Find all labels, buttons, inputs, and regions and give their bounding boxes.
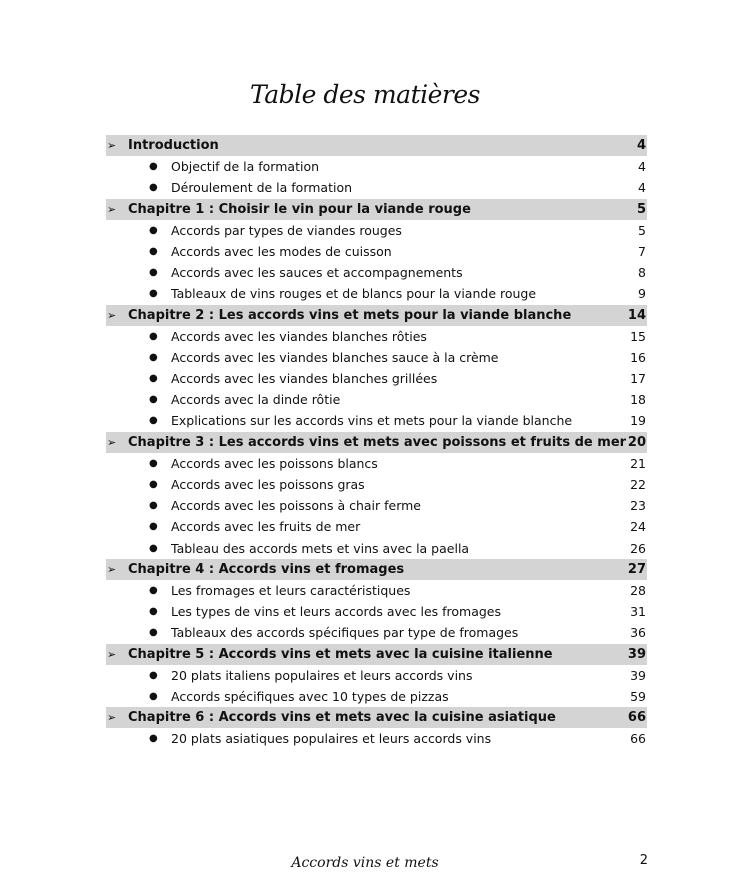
- toc-chapter-row[interactable]: [106, 559, 647, 580]
- toc-entry-text: Accords avec les poissons gras: [171, 477, 365, 492]
- toc-entry-text: Accords avec la dinde rôtie: [171, 392, 341, 408]
- toc-entry-text: Accords avec les viandes blanches grillées: [171, 371, 438, 387]
- bullet-icon: ●: [149, 182, 158, 194]
- toc-section-row[interactable]: [106, 728, 647, 749]
- bullet-icon: ●: [149, 415, 158, 427]
- toc-chapter-row[interactable]: [106, 305, 647, 326]
- bullet-icon: ●: [149, 521, 158, 533]
- toc-page-number: 36: [630, 625, 646, 641]
- toc-entry-text: Accords par types de viandes rouges: [171, 222, 402, 238]
- toc-entry-text: Déroulement de la formation: [171, 180, 353, 196]
- toc-page-number: 18: [630, 392, 646, 408]
- toc-entry-text: Accords avec les viandes blanches rôties: [171, 328, 427, 344]
- bullet-icon: ●: [149, 542, 158, 554]
- toc-section-row[interactable]: [106, 177, 647, 198]
- toc-section-row[interactable]: [106, 580, 647, 601]
- toc-page-number: 17: [630, 371, 646, 387]
- bullet-icon: ●: [149, 584, 158, 596]
- toc-page-number: 24: [630, 519, 646, 535]
- toc-entry-text: Chapitre 4 : Accords vins et fromages: [128, 561, 405, 577]
- toc-chapter-row[interactable]: [106, 135, 647, 156]
- bullet-icon: ●: [149, 394, 158, 406]
- bullet-icon: ●: [149, 245, 158, 257]
- toc-entry-text: Accords avec les viandes blanches sauce à la crème: [171, 349, 499, 365]
- toc-section-row[interactable]: [106, 622, 647, 643]
- arrow-bullet-icon: ➢: [107, 562, 117, 576]
- toc-page-number: 8: [638, 265, 646, 281]
- toc-section-row[interactable]: [106, 326, 647, 347]
- bullet-icon: ●: [149, 267, 158, 279]
- toc-entry-text: Accords spécifiques avec 10 types de pizzas: [171, 688, 449, 704]
- bullet-icon: ●: [149, 373, 158, 385]
- toc-section-row[interactable]: [106, 686, 647, 707]
- toc-chapter-row[interactable]: [106, 707, 647, 728]
- toc-chapter-row[interactable]: [106, 199, 647, 220]
- toc-section-row[interactable]: [106, 283, 647, 304]
- bullet-icon: ●: [149, 457, 158, 469]
- toc-page-number: 14: [627, 307, 646, 323]
- arrow-bullet-icon: ➢: [107, 435, 117, 449]
- toc-page-number: 66: [627, 710, 646, 726]
- footer-title: Accords vins et mets: [291, 855, 439, 871]
- toc-entry-text: Accords avec les fruits de mer: [171, 519, 361, 535]
- toc-entry-text: Introduction: [128, 138, 219, 153]
- toc-entry-text: Chapitre 1 : Choisir le vin pour la viande rouge: [128, 201, 471, 217]
- toc-entry-text: 20 plats asiatiques populaires et leurs accords vins: [171, 731, 492, 747]
- arrow-bullet-icon: ➢: [107, 202, 117, 216]
- toc-entry-text: Les types de vins et leurs accords avec les fromages: [171, 604, 502, 620]
- toc-section-row[interactable]: [106, 516, 647, 537]
- arrow-bullet-icon: ➢: [107, 647, 117, 661]
- toc-page-number: 9: [638, 286, 646, 302]
- toc-section-row[interactable]: [106, 453, 647, 474]
- toc-entry-text: Accords avec les poissons blancs: [171, 455, 378, 471]
- bullet-icon: ●: [149, 330, 158, 342]
- toc-entry-text: Chapitre 2 : Les accords vins et mets pour la viande blanche: [128, 307, 572, 323]
- toc-page-number: 20: [627, 434, 646, 450]
- bullet-icon: ●: [149, 161, 158, 173]
- bullet-icon: ●: [149, 606, 158, 618]
- toc-entry-text: 20 plats italiens populaires et leurs accords vins: [171, 667, 473, 683]
- toc-entry-text: Tableaux des accords spécifiques par type de fromages: [171, 625, 519, 641]
- toc-entry-text: Accords avec les poissons à chair ferme: [171, 498, 421, 514]
- toc-page-number: 4: [638, 159, 646, 175]
- bullet-icon: ●: [149, 288, 158, 300]
- toc-page-number: 4: [638, 180, 646, 196]
- toc-section-row[interactable]: [106, 538, 647, 559]
- toc-page-number: 23: [630, 498, 646, 514]
- bullet-icon: ●: [149, 351, 158, 363]
- toc-entry-text: Chapitre 6 : Accords vins et mets avec la cuisine asiatique: [128, 710, 556, 726]
- bullet-icon: ●: [149, 224, 158, 236]
- toc-section-row[interactable]: [106, 601, 647, 622]
- toc-page-number: 66: [630, 731, 646, 747]
- toc-page-number: 5: [636, 201, 646, 217]
- toc-page-number: 16: [630, 349, 646, 365]
- toc-chapter-row[interactable]: [106, 644, 647, 665]
- toc-page-number: 39: [627, 646, 646, 662]
- toc-page-number: 15: [630, 328, 646, 344]
- table-of-contents: [106, 135, 647, 749]
- toc-section-row[interactable]: [106, 368, 647, 389]
- toc-page-number: 26: [630, 540, 646, 556]
- toc-page-number: 19: [630, 413, 646, 429]
- toc-page-number: 27: [627, 561, 646, 577]
- toc-page-number: 21: [630, 455, 646, 471]
- toc-page-number: 39: [630, 667, 646, 683]
- toc-section-row[interactable]: [106, 495, 647, 516]
- toc-section-row[interactable]: [106, 220, 647, 241]
- toc-entry-text: Accords avec les sauces et accompagnements: [171, 265, 463, 281]
- toc-entry-text: Les fromages et leurs caractéristiques: [171, 582, 411, 598]
- page-number: 2: [639, 853, 648, 868]
- toc-page-number: 7: [638, 243, 646, 259]
- toc-entry-text: Explications sur les accords vins et mets pour la viande blanche: [171, 413, 573, 429]
- toc-page-number: 31: [630, 604, 646, 620]
- arrow-bullet-icon: ➢: [107, 711, 117, 725]
- bullet-icon: ●: [149, 669, 158, 681]
- toc-section-row[interactable]: [106, 665, 647, 686]
- toc-section-row[interactable]: [106, 474, 647, 495]
- toc-entry-text: Tableaux de vins rouges et de blancs pour la viande rouge: [171, 286, 537, 302]
- toc-page-number: 22: [630, 477, 646, 492]
- toc-section-row[interactable]: [106, 347, 647, 368]
- toc-entry-text: Chapitre 3 : Les accords vins et mets avec poissons et fruits de mer: [128, 434, 627, 450]
- toc-section-row[interactable]: [106, 156, 647, 177]
- bullet-icon: ●: [149, 627, 158, 639]
- toc-page-number: 4: [636, 138, 646, 153]
- bullet-icon: ●: [149, 690, 158, 702]
- toc-entry-text: Accords avec les modes de cuisson: [171, 243, 392, 259]
- toc-entry-text: Objectif de la formation: [171, 159, 320, 175]
- toc-section-row[interactable]: [106, 262, 647, 283]
- arrow-bullet-icon: ➢: [107, 308, 117, 322]
- toc-entry-text: Chapitre 5 : Accords vins et mets avec la cuisine italienne: [128, 646, 553, 662]
- bullet-icon: ●: [149, 500, 158, 512]
- bullet-icon: ●: [149, 479, 158, 490]
- arrow-bullet-icon: ➢: [107, 139, 117, 152]
- toc-section-row[interactable]: [106, 241, 647, 262]
- toc-section-row[interactable]: [106, 410, 647, 431]
- toc-entry-text: Tableau des accords mets et vins avec la paella: [171, 540, 470, 556]
- page-title: Table des matières: [250, 80, 480, 109]
- toc-chapter-row[interactable]: [106, 432, 647, 453]
- toc-page-number: 5: [638, 222, 646, 238]
- toc-page-number: 59: [630, 688, 646, 704]
- bullet-icon: ●: [149, 733, 158, 745]
- toc-section-row[interactable]: [106, 389, 647, 410]
- toc-page-number: 28: [630, 582, 646, 598]
